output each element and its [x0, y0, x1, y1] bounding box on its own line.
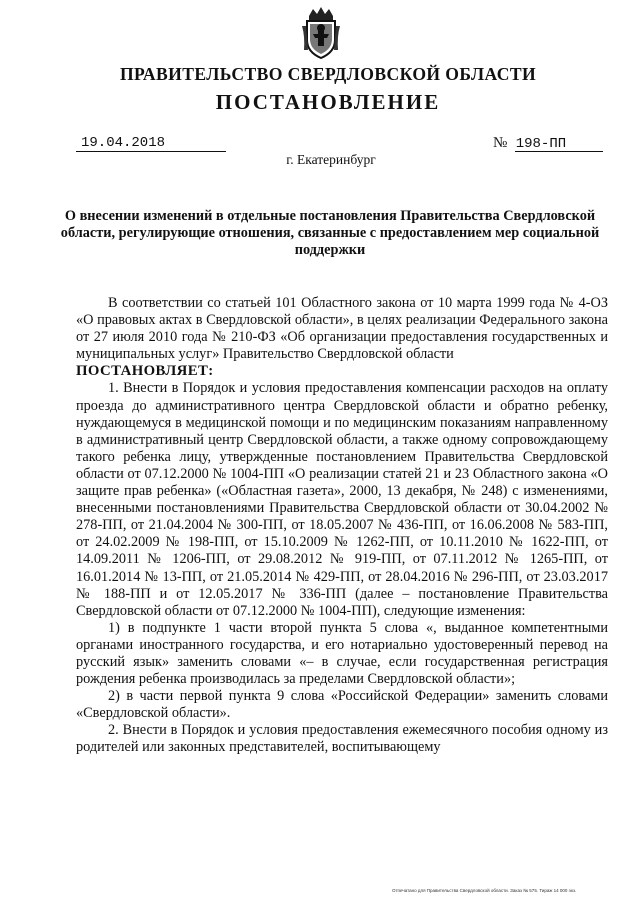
city: г. Екатеринбург: [286, 152, 376, 167]
paragraph-item-1-2: 2) в части первой пункта 9 слова «Российской Федерации» заменить словами «Свердловской области».: [76, 688, 608, 722]
document-number: [493, 135, 603, 152]
decree-heading: ПОСТАНОВЛЯЕТ:: [76, 363, 214, 380]
paragraph-item-1: 1. Внести в Порядок и условия предоставления компенсации расходов на оплату проезда до административного центра Свердловской области и обратно ребенку, нуждающемуся в медицинской помощи и по медицинским показаниям направленному в административный центр Свердловской области, а также одному сопровождающему такого ребенка лицу, утвержденные постановлением Правительства Свердловской области от 07.12.2000 № 1004-ПП «О реализации статей 21 и 23 Областного закона «О защите прав ребенка» («Областная газета», 2000, 13 декабря, № 248) с изменениями, внесенными постановлениями Правительства Свердловской области от 30.04.2002 № 278-ПП, от 21.04.2004 № 300-ПП, от 18.05.2007 № 436-ПП, от 16.06.2008 № 583-ПП, от 24.02.2009 № 198-ПП, от 15.10.2009 № 1262-ПП, от 10.11.2010 № 1622-ПП, от 14.09.2011 № 1206-ПП, от 29.08.2012 № 919-ПП, от 07.11.2012 № 1265-ПП, от 16.01.2014 № 13-ПП, от 21.05.2014 № 429-ПП, от 28.04.2016 № 296-ПП, от 23.03.2017 № 188-ПП и от 12.05.2017 № 336-ПП (далее – постановление Правительства Свердловской области от 07.12.2000 № 1004-ПП), следующие изменения:: [76, 380, 608, 619]
document-type: ПОСТАНОВЛЕНИЕ: [215, 90, 441, 114]
date-value: 19.04.2018: [81, 135, 166, 151]
coat-of-arms-icon: [301, 6, 341, 60]
print-note: Отпечатано для Правительства Свердловской области. Заказ № 575. Тираж 14 000 экз.: [392, 888, 577, 893]
paragraph-item-1-1: 1) в подпункте 1 части второй пункта 5 слова «, выданное компетентными органами иностранного государства, и его нотариально удостоверенный перевод на русский язык» заменить словами «– в случае, если государственная регистрация рождения ребенка производилась за пределами Свердловской области»;: [76, 619, 608, 688]
preamble-paragraph: В соответствии со статьей 101 Областного закона от 10 марта 1999 года № 4-ОЗ «О правовых актах в Свердловской области», в целях реализации Федерального закона от 27 июля 2010 года № 210-ФЗ «Об организации предоставления государственных и муниципальных услуг» Правительство Свердловской области: [76, 295, 608, 363]
government-name: ПРАВИТЕЛЬСТВО СВЕРДЛОВСКОЙ ОБЛАСТИ: [119, 64, 537, 84]
number-symbol: №: [493, 135, 508, 151]
document-title: О внесении изменений в отдельные постановления Правительства Свердловской области, регулирующие отношения, связанные с предоставлением мер социальной поддержки: [60, 208, 600, 258]
document-date: [76, 135, 226, 151]
document-body: [76, 295, 608, 757]
number-value: 198-ПП: [515, 136, 567, 152]
paragraph-item-2: 2. Внести в Порядок и условия предоставления ежемесячного пособия одному из родителей или законных представителей, воспитывающему: [76, 722, 608, 756]
